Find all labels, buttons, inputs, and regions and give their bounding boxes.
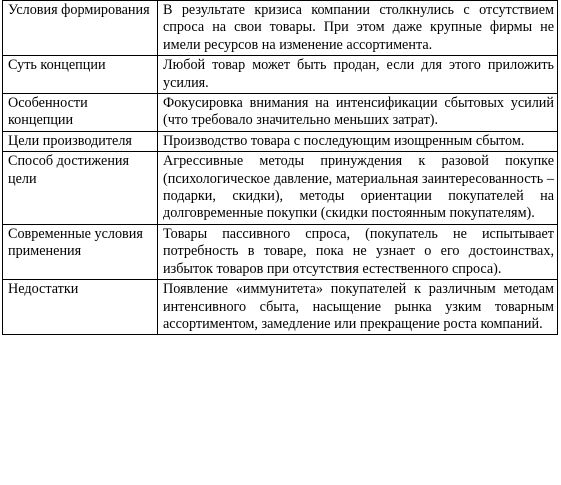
row-label-cell	[3, 131, 158, 151]
row-description: Производство товара с последующим изощренным сбытом.	[163, 132, 525, 149]
table-row-drawbacks	[3, 280, 558, 335]
row-label-cell	[3, 224, 158, 279]
row-label: Особенности концепции	[8, 95, 88, 129]
row-label: Суть концепции	[8, 57, 106, 74]
row-label-cell	[3, 56, 158, 94]
row-description: Появление «иммунитета» покупателей к различным методам интенсивного сбыта, насыщение рынка узким товарным ассортиментом, замедление или прекращение роста компаний.	[163, 281, 554, 332]
row-description-cell	[158, 224, 558, 279]
concept-table-body	[3, 1, 558, 335]
row-description: Товары пассивного спроса, (покупатель не испытывает потребность в товаре, пока не узнает о его достоинствах, избыток товаров при отсутствия естественного спроса).	[163, 225, 554, 277]
row-label: Способ достижения цели	[8, 153, 130, 187]
row-label-cell	[3, 94, 158, 132]
row-description-cell	[158, 131, 558, 151]
row-description-cell	[158, 94, 558, 132]
row-label-cell	[3, 280, 158, 335]
table-row-goals	[3, 131, 558, 151]
row-description-cell	[158, 280, 558, 335]
row-label: Недостатки	[8, 281, 79, 298]
row-description: В результате кризиса компании столкнулись с отсутствием спроса на свои товары. При этом даже крупные фирмы не имели ресурсов на изменение ассортимента.	[163, 2, 554, 53]
table-row-conditions	[3, 1, 558, 56]
row-label: Условия формирования	[8, 2, 150, 18]
row-description: Любой товар может быть продан, если для этого приложить усилия.	[163, 57, 554, 91]
table-row-methods	[3, 152, 558, 225]
row-description-cell	[158, 1, 558, 56]
row-description: Агрессивные методы принуждения к разовой покупке (психологическое давление, материальная заинтересованность – подарки, скидки), методы ориентации покупателей на долговременные покупки (скидки постоянным покупателям).	[163, 153, 554, 222]
concept-table	[2, 0, 558, 335]
row-description-cell	[158, 56, 558, 94]
row-description-cell	[158, 152, 558, 225]
row-label: Современные условия применения	[8, 225, 143, 260]
row-label-cell	[3, 152, 158, 225]
row-label-cell	[3, 1, 158, 56]
table-row-application	[3, 224, 558, 279]
row-description: Фокусировка внимания на интенсификации сбытовых усилий (что требовало значительно меньших затрат).	[163, 95, 554, 129]
table-row-essence	[3, 56, 558, 94]
table-row-features	[3, 94, 558, 132]
concept-table-wrapper	[2, 0, 558, 335]
row-label: Цели производителя	[8, 132, 132, 149]
